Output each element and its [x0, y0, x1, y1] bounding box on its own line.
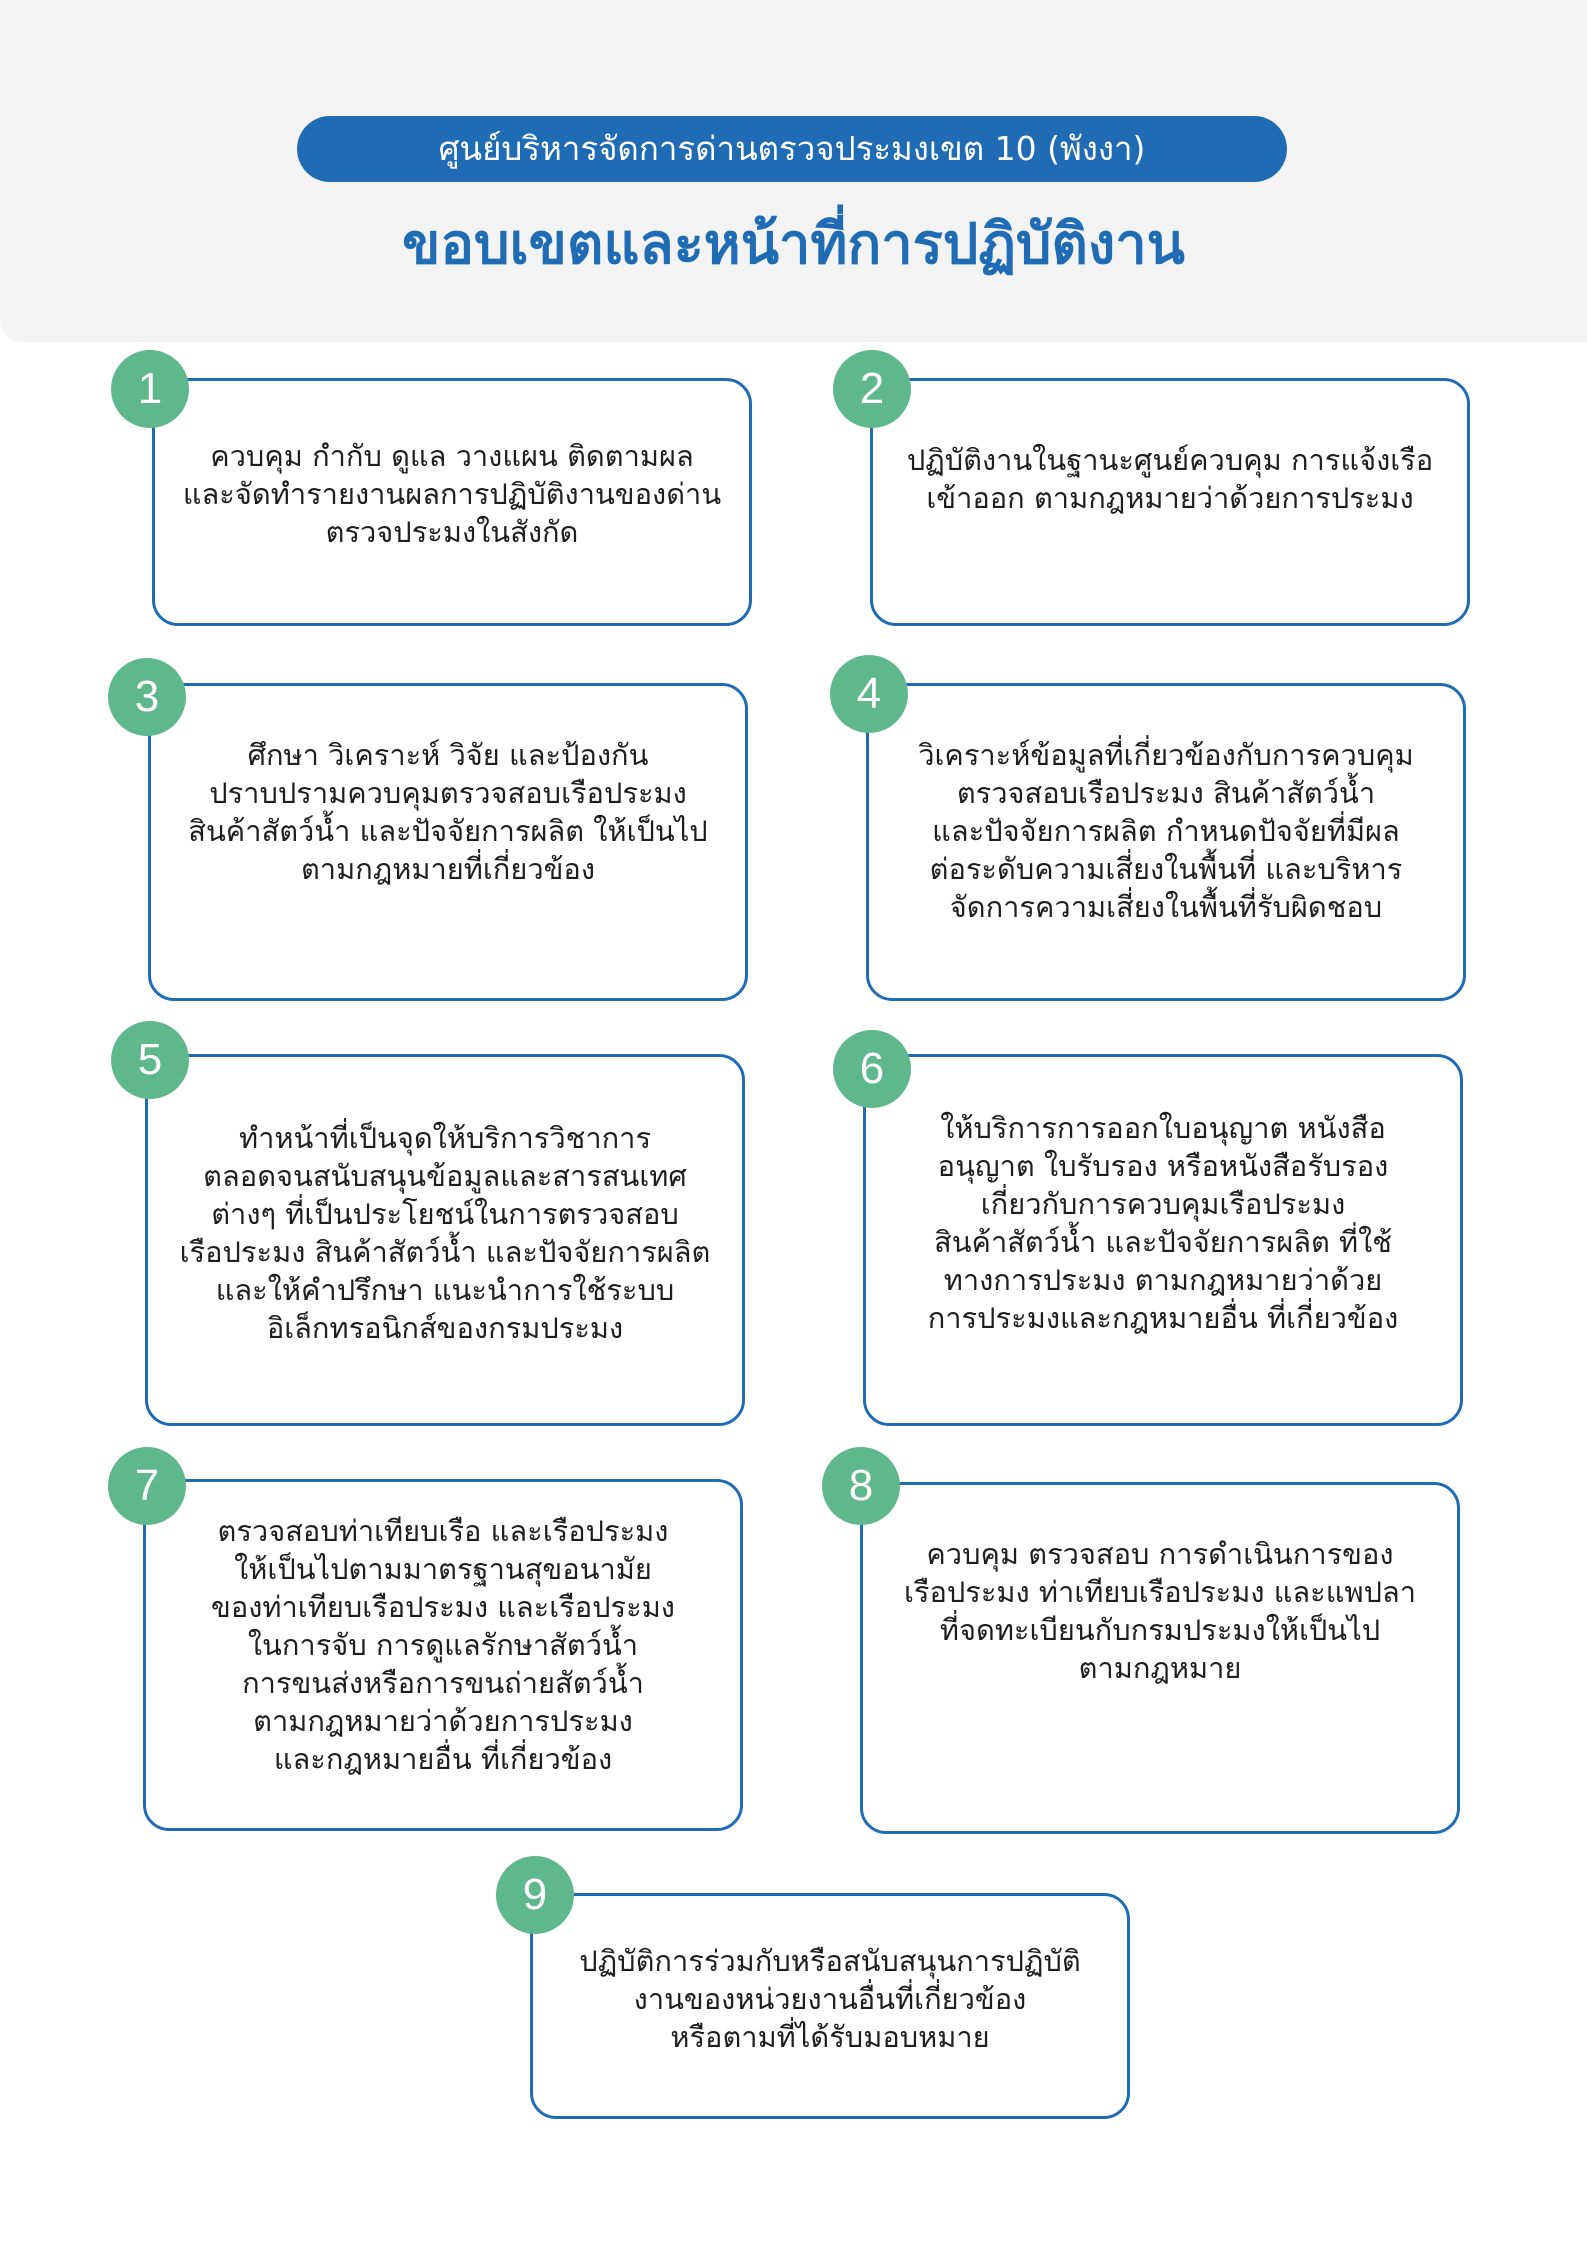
duty-number-badge: 6 — [833, 1030, 911, 1108]
duty-card-2 — [870, 378, 1470, 626]
duty-number-badge: 4 — [830, 655, 908, 733]
center-name-banner: ศูนย์บริหารจัดการด่านตรวจประมงเขต 10 (พังงา) — [297, 116, 1287, 182]
duty-card-9 — [530, 1893, 1130, 2119]
duty-card-1 — [152, 378, 752, 626]
duty-number-badge: 1 — [111, 350, 189, 428]
page-title: ขอบเขตและหน้าที่การปฏิบัติงาน — [402, 212, 1185, 277]
duty-number-badge: 7 — [108, 1447, 186, 1525]
duty-card-7 — [143, 1479, 743, 1831]
duty-card-8 — [860, 1482, 1460, 1834]
duty-card-6 — [863, 1054, 1463, 1426]
duty-text: ศึกษา วิเคราะห์ วิจัย และป้องกัน ปราบปรามควบคุมตรวจสอบเรือประมง สินค้าสัตว์น้ำ และปัจจัยการผลิต ให้เป็นไป ตามกฎหมายที่เกี่ยวข้อง — [188, 738, 708, 886]
duty-text: ควบคุม ตรวจสอบ การดำเนินการของ เรือประมง ท่าเทียบเรือประมง และแพปลา ที่จดทะเบียนกับกรมประมงให้เป็นไป ตามกฎหมาย — [903, 1537, 1417, 1685]
duty-text: ตรวจสอบท่าเทียบเรือ และเรือประมง ให้เป็นไปตามมาตรฐานสุขอนามัย ของท่าเทียบเรือประมง และเรือประมง ในการจับ การดูแลรักษาสัตว์น้ำ การขนส่งหรือการขนถ่ายสัตว์น้ำ ตามกฎหมายว่าด้วยการประมง และกฎหมายอื่น ที่เกี่ยวข้อง — [211, 1514, 675, 1776]
duty-number-badge: 9 — [496, 1856, 574, 1934]
duty-card-4 — [866, 683, 1466, 1001]
duty-number-badge: 3 — [108, 658, 186, 736]
duty-text: ให้บริการการออกใบอนุญาต หนังสือ อนุญาต ใบรับรอง หรือหนังสือรับรอง เกี่ยวกับการควบคุมเรือประมง สินค้าสัตว์น้ำ และปัจจัยการผลิต ที่ใช้ ทางการประมง ตามกฎหมายว่าด้วย การประมงและกฎหมายอื่น ที่เกี่ยวข้อง — [927, 1111, 1399, 1335]
duty-text: วิเคราะห์ข้อมูลที่เกี่ยวข้องกับการควบคุม ตรวจสอบเรือประมง สินค้าสัตว์น้ำ และปัจจัยการผลิต กำหนดปัจจัยที่มีผล ต่อระดับความเสี่ยงในพื้นที่ และบริหาร จัดการความเสี่ยงในพื้นที่รับผิดชอบ — [918, 738, 1414, 924]
duty-text: ทำหน้าที่เป็นจุดให้บริการวิชาการ ตลอดจนสนับสนุนข้อมูลและสารสนเทศ ต่างๆ ที่เป็นประโยชน์ในการตรวจสอบ เรือประมง สินค้าสัตว์น้ำ และปัจจัยการผลิต และให้คำปรึกษา แนะนำการใช้ระบบ อิเล็กทรอนิกส์ของกรมประมง — [179, 1121, 711, 1345]
duty-number-badge: 8 — [822, 1447, 900, 1525]
duty-text: ปฏิบัติงานในฐานะศูนย์ควบคุม การแจ้งเรือ เข้าออก ตามกฎหมายว่าด้วยการประมง — [906, 443, 1434, 515]
duty-number-badge: 2 — [833, 350, 911, 428]
duty-text: ปฏิบัติการร่วมกับหรือสนับสนุนการปฏิบัติ งานของหน่วยงานอื่นที่เกี่ยวข้อง หรือตามที่ได้รับมอบหมาย — [579, 1944, 1081, 2054]
duty-card-3 — [148, 683, 748, 1001]
duty-text: ควบคุม กำกับ ดูแล วางแผน ติดตามผล และจัดทำรายงานผลการปฏิบัติงานของด่าน ตรวจประมงในสังกัด — [182, 439, 722, 549]
duty-number-badge: 5 — [111, 1021, 189, 1099]
duty-card-5 — [145, 1054, 745, 1426]
